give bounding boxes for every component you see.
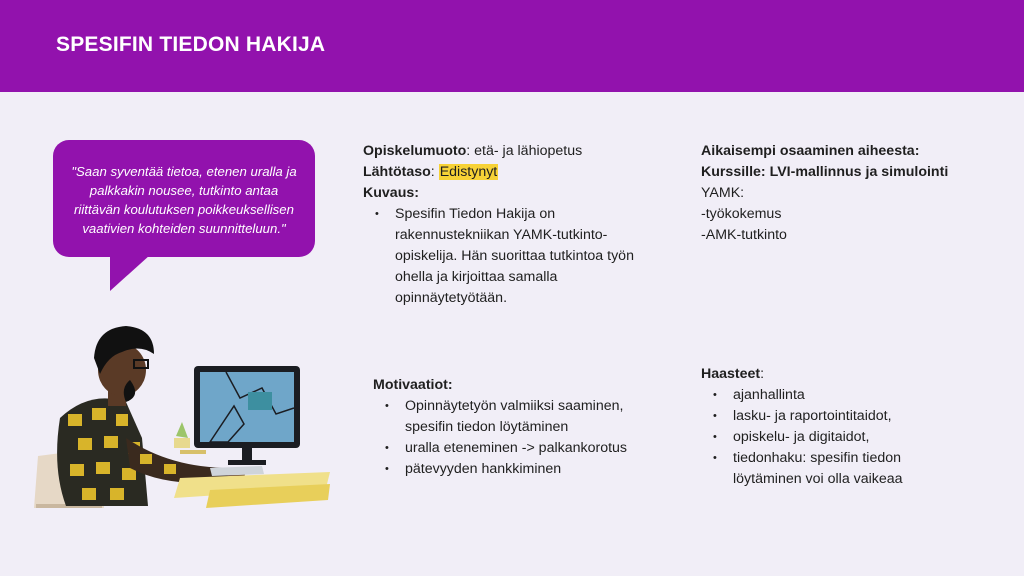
- person-at-computer-illustration: [30, 318, 340, 518]
- quote-bubble: [53, 140, 315, 257]
- motivation-list: [373, 396, 673, 480]
- study-mode-label: Opiskelumuoto: [363, 143, 467, 159]
- page-title: SPESIFIN TIEDON HAKIJA: [56, 33, 326, 56]
- prior-line: -AMK-tutkinto: [701, 227, 787, 243]
- study-mode-line: [363, 141, 663, 162]
- list-item: • uralla eteneminen -> palkankorotus: [373, 438, 673, 459]
- header-bar: [0, 0, 1024, 92]
- prior-course-line: Kurssille: LVI-mallinnus ja simulointi: [701, 164, 949, 180]
- list-item: • opiskelu- ja digitaidot,: [701, 427, 941, 448]
- description-list: [363, 204, 663, 309]
- list-item: • ajanhallinta: [701, 385, 941, 406]
- prior-knowledge-section: [701, 141, 951, 246]
- prior-line: YAMK:: [701, 185, 745, 201]
- prior-line: -työkokemus: [701, 206, 782, 222]
- list-item: • tiedonhaku: spesifin tiedon löytäminen voi olla vaikeaa: [701, 448, 941, 490]
- level-value-highlight: Edistynyt: [439, 164, 498, 180]
- list-item: • lasku- ja raportointitaidot,: [701, 406, 941, 427]
- level-label: Lähtötaso: [363, 164, 431, 180]
- challenges-section: [701, 364, 941, 490]
- list-item: • Spesifin Tiedon Hakija on rakennustekniikan YAMK-tutkinto-opiskelija. Hän suorittaa tutkintoa työn ohella ja kirjoittaa samalla opinnäytetyötään.: [363, 204, 663, 309]
- challenges-list: [701, 385, 941, 490]
- prior-heading: Aikaisempi osaaminen aiheesta:: [701, 143, 920, 159]
- level-line: [363, 162, 663, 183]
- motivation-heading: Motivaatiot:: [373, 377, 453, 393]
- challenges-heading: Haasteet:: [701, 366, 765, 382]
- study-mode-value: : etä- ja lähiopetus: [466, 143, 583, 159]
- quote-bubble-tail: [110, 255, 150, 291]
- description-label: Kuvaus:: [363, 185, 419, 201]
- list-item: • Opinnäytetyön valmiiksi saaminen, spesifin tiedon löytäminen: [373, 396, 673, 438]
- profile-section: [363, 141, 663, 309]
- level-separator: :: [430, 164, 439, 180]
- quote-text: "Saan syventää tietoa, etenen uralla ja palkkakin nousee, tutkinto antaa riittävän koulutuksen poikkeuksellisen vaativien kohteiden suunnitteluun.": [71, 164, 297, 236]
- motivation-section: [373, 375, 673, 480]
- list-item: • pätevyyden hankkiminen: [373, 459, 673, 480]
